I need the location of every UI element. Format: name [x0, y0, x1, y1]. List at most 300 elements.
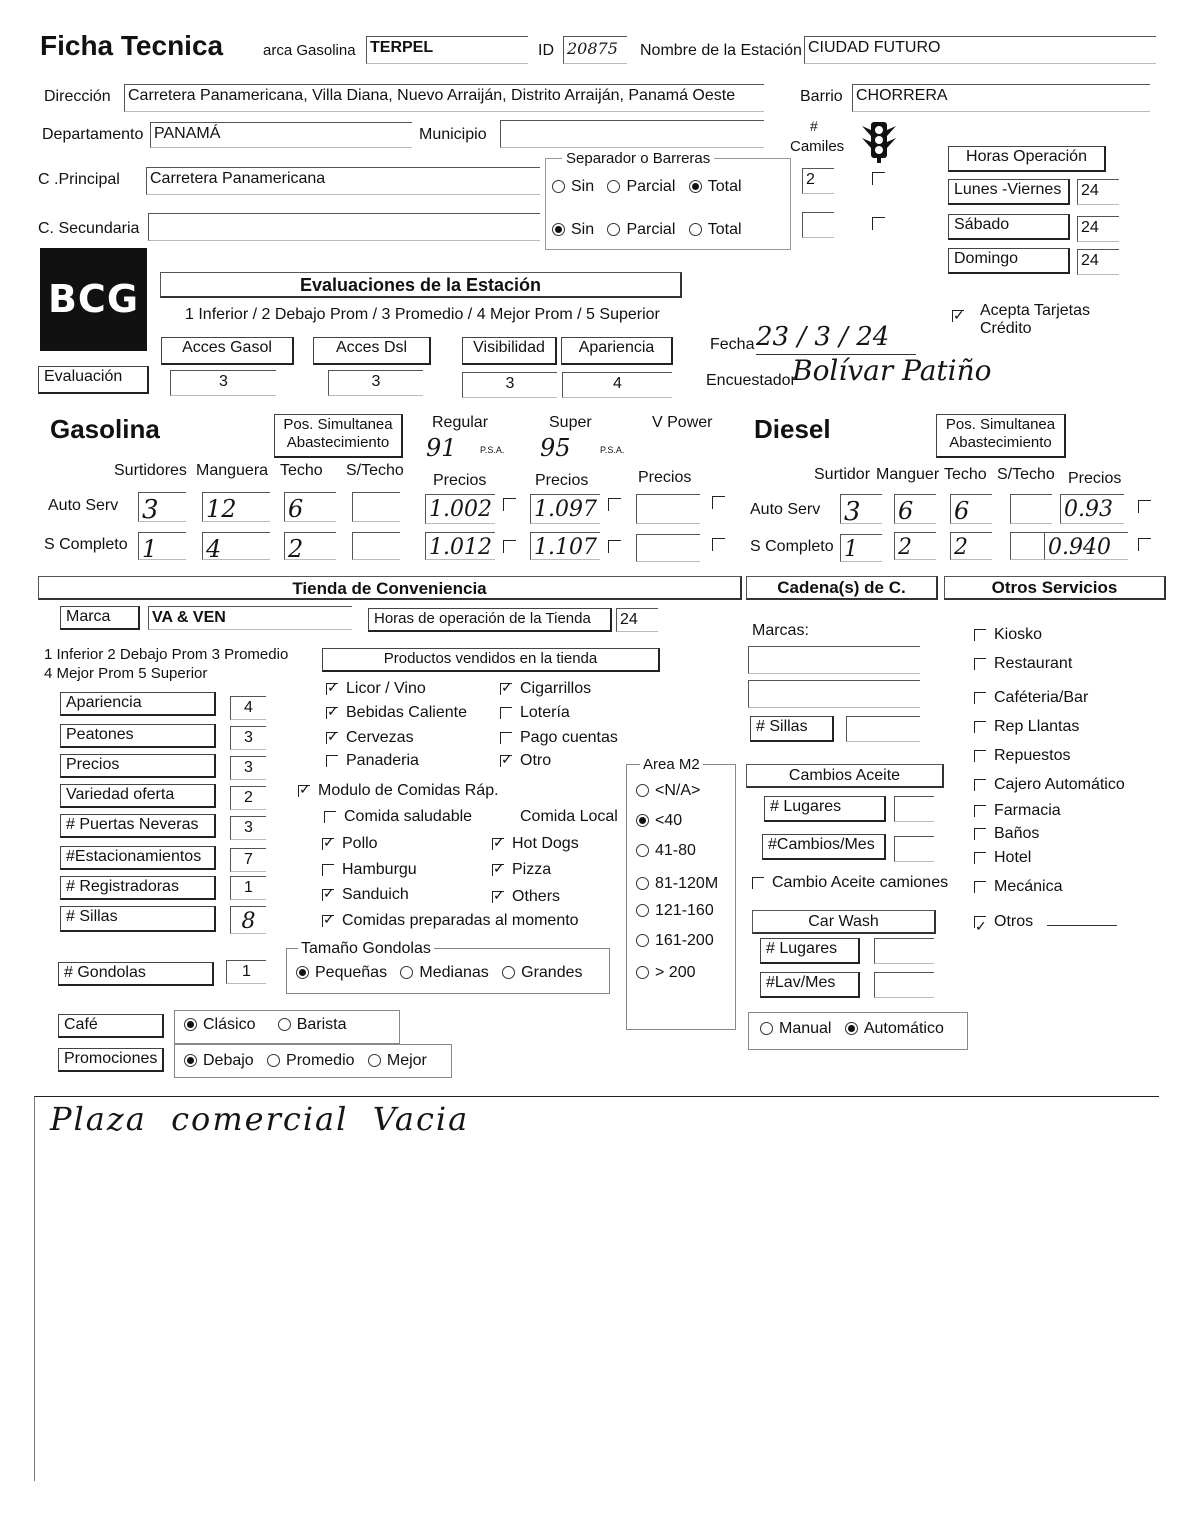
notes-text: Plaza comercial Vacia	[50, 1100, 470, 1138]
area-o2	[636, 812, 682, 830]
mejor-label: Mejor	[386, 1052, 427, 1069]
super-psa: P.S.A.	[600, 445, 625, 455]
t-variedad-field[interactable]: 2	[230, 786, 266, 810]
horas-dom-field[interactable]: 24	[1077, 249, 1119, 275]
gas-auto-surt[interactable]: 3	[138, 492, 186, 522]
cajero-label: Cajero Automático	[994, 776, 1125, 793]
promedio-label: Promedio	[286, 1052, 355, 1069]
sanduich-item	[322, 886, 409, 904]
area-o4-label: 81-120M	[655, 875, 719, 892]
area-o6	[636, 932, 714, 950]
area-o1-radio[interactable]	[636, 784, 649, 797]
carwash-title: Car Wash	[752, 910, 936, 934]
promedio-radio[interactable]	[267, 1054, 280, 1067]
otros-list	[974, 620, 1125, 936]
cw-lugares-field[interactable]	[874, 938, 934, 964]
cigarrillos-label: Cigarrillos	[520, 680, 592, 697]
municipio-field[interactable]	[500, 120, 764, 148]
acces-dsl-label: Acces Dsl	[313, 337, 431, 365]
manual-radio[interactable]	[760, 1022, 773, 1035]
cadena-sillas-field[interactable]	[846, 716, 920, 742]
sep1-sin-label: Sin	[571, 178, 595, 195]
tienda-marca-field[interactable]: VA & VEN	[148, 606, 352, 630]
gas-auto-stecho[interactable]	[352, 492, 400, 522]
horas-title: Horas Operación	[948, 146, 1106, 172]
farmacia-checkbox[interactable]	[974, 805, 986, 817]
separador-label: Separador o Barreras	[562, 150, 714, 167]
pequenas-radio[interactable]	[296, 966, 309, 979]
area-o7-radio[interactable]	[636, 966, 649, 979]
dsl-scomp-label: S Completo	[750, 538, 834, 555]
modulo-checkbox[interactable]	[298, 785, 310, 797]
gas-scomp-reg-check[interactable]	[503, 540, 516, 553]
tienda-scale-2: 4 Mejor Prom 5 Superior	[44, 665, 208, 682]
dsl-auto-mang[interactable]: 6	[894, 494, 936, 524]
horas-sab-field[interactable]: 24	[1077, 216, 1119, 242]
evaluacion-label: Evaluación	[38, 366, 149, 394]
dsl-auto-techo[interactable]: 6	[950, 494, 992, 524]
gas-scomp-vp-price[interactable]	[636, 534, 700, 562]
productos-title: Productos vendidos en la tienda	[322, 648, 660, 672]
area-o3-radio[interactable]	[636, 844, 649, 857]
otros-item-restaurant	[974, 649, 1125, 678]
gas-auto-techo[interactable]: 6	[284, 492, 336, 522]
repuestos-checkbox[interactable]	[974, 750, 986, 762]
cadena-sillas-label: # Sillas	[750, 716, 834, 742]
bcg-logo: BCG	[40, 248, 147, 351]
restaurant-checkbox[interactable]	[974, 658, 986, 670]
cw-lugares-label: # Lugares	[760, 938, 860, 964]
camiones-item	[752, 874, 948, 892]
dsl-scomp-price[interactable]: 0.940	[1044, 532, 1128, 560]
others-label: Others	[512, 888, 561, 905]
area-o1-label: <N/A>	[655, 782, 701, 799]
dsl-techo-label: Techo	[944, 466, 987, 483]
saludable-item	[324, 808, 472, 826]
tienda-title: Tienda de Conveniencia	[38, 576, 742, 600]
pizza-label: Pizza	[512, 861, 552, 878]
gas-techo-label: Techo	[280, 462, 323, 479]
encuestador-label: Encuestador	[706, 372, 796, 389]
pago-checkbox[interactable]	[500, 732, 512, 744]
barrio-label: Barrio	[800, 88, 843, 105]
traffic-light-icon	[860, 120, 898, 164]
marcas-label: Marcas:	[752, 622, 809, 639]
nombre-field[interactable]: CIUDAD FUTURO	[804, 36, 1156, 64]
automatico-radio[interactable]	[845, 1022, 858, 1035]
area-o3-label: 41-80	[655, 842, 696, 859]
lugares-label: # Lugares	[764, 796, 886, 822]
gas-auto-reg-check[interactable]	[503, 498, 516, 511]
llantas-checkbox[interactable]	[974, 721, 986, 733]
licor-checkbox[interactable]	[326, 683, 338, 695]
gas-auto-label: Auto Serv	[48, 497, 119, 514]
horas-lv-label: Lunes -Viernes	[948, 179, 1070, 205]
modulo-item	[298, 782, 499, 800]
tienda-horas-field[interactable]: 24	[616, 608, 658, 632]
cambios-title: Cambios Aceite	[746, 764, 944, 788]
lugares-field[interactable]	[894, 796, 934, 822]
others-checkbox[interactable]	[492, 891, 504, 903]
gas-auto-sup-price[interactable]: 1.097	[530, 494, 600, 524]
area-o4	[636, 875, 718, 893]
gas-auto-reg-price[interactable]: 1.002	[425, 494, 495, 524]
area-o7	[636, 964, 695, 982]
gas-auto-vp-price[interactable]	[636, 494, 700, 524]
area-o5-radio[interactable]	[636, 904, 649, 917]
hamburgu-checkbox[interactable]	[322, 864, 334, 876]
comida-local-label: Comida Local	[520, 808, 618, 825]
tarjetas-row	[952, 302, 1102, 338]
dsl-pos-label: Pos. Simultanea Abastecimiento	[936, 414, 1066, 458]
marcas-field-1[interactable]	[748, 646, 920, 674]
t-apariencia-label: Apariencia	[60, 692, 216, 716]
otros-field[interactable]	[1047, 925, 1117, 926]
dsl-auto-price[interactable]: 0.93	[1060, 494, 1124, 524]
panaderia-label: Panaderia	[346, 752, 419, 769]
pollo-checkbox[interactable]	[322, 838, 334, 850]
hamburgu-label: Hamburgu	[342, 861, 417, 878]
area-group	[626, 764, 736, 1030]
visibilidad-label: Visibilidad	[462, 337, 557, 365]
super-label: Super	[549, 414, 592, 431]
saludable-checkbox[interactable]	[324, 811, 336, 823]
hamburgu-item	[322, 861, 417, 879]
cervezas-item	[326, 729, 414, 747]
area-o2-label: <40	[655, 812, 683, 829]
t-peatones-label: Peatones	[60, 724, 216, 748]
loteria-label: Lotería	[520, 704, 570, 721]
t-sillas-label: # Sillas	[60, 906, 216, 932]
gas-scomp-vp-check[interactable]	[712, 538, 725, 551]
farmacia-label: Farmacia	[994, 802, 1061, 819]
automatico-label: Automático	[863, 1020, 944, 1037]
super-octane: 95	[540, 434, 571, 462]
loteria-item	[500, 704, 570, 722]
cprincipal-field[interactable]: Carretera Panamericana	[146, 167, 540, 195]
sep2-parcial-label: Parcial	[626, 221, 676, 238]
preparadas-label: Comidas preparadas al momento	[342, 912, 579, 929]
hotel-checkbox[interactable]	[974, 852, 986, 864]
precios-reg-label: Precios	[433, 472, 487, 489]
modulo-label: Modulo de Comidas Ráp.	[318, 782, 499, 799]
camiles-checkbox-2[interactable]	[872, 217, 885, 230]
restaurant-label: Restaurant	[994, 655, 1073, 672]
lavmes-field[interactable]	[874, 972, 934, 998]
manual-label: Manual	[779, 1020, 832, 1037]
t-gondolas-field[interactable]: 1	[226, 960, 266, 984]
dsl-scomp-mang[interactable]: 2	[894, 532, 936, 560]
area-o2-radio[interactable]	[636, 814, 649, 827]
csecundaria-label: C. Secundaria	[38, 220, 140, 237]
others-item	[492, 888, 560, 906]
tam-gondolas-label: Tamaño Gondolas	[298, 940, 434, 958]
dsl-surtidor-label: Surtidor	[814, 466, 871, 483]
t-variedad-label: Variedad oferta	[60, 784, 216, 808]
separador-row1	[552, 178, 742, 196]
gasolina-title: Gasolina	[50, 414, 160, 444]
camiles-field-2[interactable]	[802, 212, 834, 238]
gas-auto-mang[interactable]: 12	[202, 492, 270, 522]
visibilidad-field[interactable]: 3	[462, 372, 557, 398]
sanduich-label: Sanduich	[342, 886, 409, 903]
dsl-scomp-surt[interactable]: 1	[840, 534, 882, 562]
surtidores-label: Surtidores	[114, 462, 187, 479]
otros-title: Otros Servicios	[944, 576, 1166, 600]
cambiosmes-label: #Cambios/Mes	[762, 834, 886, 860]
marcas-field-2[interactable]	[748, 680, 920, 708]
camiles-checkbox[interactable]	[872, 172, 885, 185]
licor-item	[326, 680, 426, 698]
horas-lv-field[interactable]: 24	[1077, 179, 1119, 205]
precios-vp-label: Precios	[638, 469, 692, 486]
sep2-parcial-radio[interactable]	[607, 223, 620, 236]
acces-dsl-field[interactable]: 3	[328, 370, 423, 396]
t-estac-field[interactable]: 7	[230, 848, 266, 872]
nombre-label: Nombre de la Estación	[640, 42, 802, 59]
preparadas-item	[322, 912, 579, 930]
area-o5	[636, 902, 714, 920]
gas-scomp-sup-price[interactable]: 1.107	[530, 532, 600, 560]
cigarrillos-item	[500, 680, 591, 698]
dsl-auto-surt[interactable]: 3	[840, 494, 882, 524]
cervezas-checkbox[interactable]	[326, 732, 338, 744]
acces-gasol-field[interactable]: 3	[170, 370, 276, 396]
camiles-label: Camiles	[790, 138, 845, 155]
cafe-options	[184, 1016, 347, 1034]
regular-label: Regular	[432, 414, 489, 431]
grandes-radio[interactable]	[502, 966, 515, 979]
barista-label: Barista	[296, 1016, 347, 1033]
direccion-label: Dirección	[44, 88, 111, 105]
sep2-sin-radio[interactable]	[552, 223, 565, 236]
camiones-label: Cambio Aceite camiones	[772, 874, 949, 891]
dsl-auto-check[interactable]	[1138, 500, 1151, 513]
dsl-scomp-check[interactable]	[1138, 538, 1151, 551]
pequenas-label: Pequeñas	[315, 964, 388, 981]
sep2-sin-label: Sin	[571, 221, 595, 238]
banos-checkbox[interactable]	[974, 828, 986, 840]
regular-octane: 91	[426, 434, 457, 462]
separador-row2	[552, 221, 742, 239]
kiosko-label: Kiosko	[994, 626, 1043, 643]
tienda-horas-label: Horas de operación de la Tienda	[368, 608, 612, 632]
lavmes-label: #Lav/Mes	[760, 972, 860, 998]
gas-scomp-techo[interactable]: 2	[284, 532, 336, 560]
notes-area[interactable]	[34, 1096, 1159, 1481]
cafeteria-checkbox[interactable]	[974, 692, 986, 704]
t-regis-field[interactable]: 1	[230, 876, 266, 900]
cambiosmes-field[interactable]	[894, 836, 934, 862]
otro-checkbox[interactable]	[500, 755, 512, 767]
gas-scomp-sup-check[interactable]	[608, 540, 621, 553]
saludable-label: Comida saludable	[344, 808, 473, 825]
repuestos-label: Repuestos	[994, 747, 1071, 764]
tienda-scale-1: 1 Inferior 2 Debajo Prom 3 Promedio	[44, 646, 289, 663]
otros-checkbox[interactable]	[974, 916, 986, 928]
gas-scomp-stecho[interactable]	[352, 532, 400, 560]
dsl-auto-stecho[interactable]	[1010, 494, 1052, 524]
medianas-radio[interactable]	[400, 966, 413, 979]
tienda-marca-label: Marca	[60, 606, 140, 630]
t-precios-label: Precios	[60, 754, 216, 778]
mecanica-checkbox[interactable]	[974, 881, 986, 893]
cigarrillos-checkbox[interactable]	[500, 683, 512, 695]
t-apariencia-field[interactable]: 4	[230, 696, 266, 720]
area-title: Area M2	[640, 756, 703, 773]
camiles-field[interactable]: 2	[802, 168, 834, 194]
id-field[interactable]	[563, 36, 627, 64]
acces-gasol-label: Acces Gasol	[161, 337, 294, 365]
depto-label: Departamento	[42, 126, 144, 143]
clasico-radio[interactable]	[184, 1018, 197, 1031]
preparadas-checkbox[interactable]	[322, 915, 334, 927]
camiones-checkbox[interactable]	[752, 877, 764, 889]
sep1-total-label: Total	[707, 178, 742, 195]
tarjetas-checkbox[interactable]	[952, 310, 964, 322]
promo-options	[184, 1052, 427, 1070]
t-sillas-field[interactable]: 8	[230, 906, 266, 934]
t-puertas-label: # Puertas Neveras	[60, 814, 216, 838]
tarjetas-label: Acepta Tarjetas Crédito	[980, 302, 1090, 337]
dsl-manguer-label: Manguer	[876, 466, 940, 483]
page-title: Ficha Tecnica	[40, 30, 224, 61]
grandes-label: Grandes	[521, 964, 583, 981]
sep2-total-radio[interactable]	[689, 223, 702, 236]
panaderia-item	[326, 752, 419, 770]
area-o6-label: 161-200	[655, 932, 714, 949]
cprincipal-label: C .Principal	[38, 171, 120, 188]
dsl-scomp-techo[interactable]: 2	[950, 532, 992, 560]
sep1-parcial-radio[interactable]	[607, 180, 620, 193]
gas-auto-sup-check[interactable]	[608, 498, 621, 511]
precios-sup-label: Precios	[535, 472, 589, 489]
cafeteria-label: Caféteria/Bar	[994, 689, 1089, 706]
fecha-label: Fecha	[710, 336, 755, 353]
gas-pos-label: Pos. Simultanea Abastecimiento	[274, 414, 403, 458]
otros-label: Otros	[994, 913, 1034, 930]
sep2-total-label: Total	[707, 221, 742, 238]
otros-item-llantas	[974, 712, 1125, 741]
municipio-label: Municipio	[419, 126, 487, 143]
sep1-total-radio[interactable]	[689, 180, 702, 193]
otro-label: Otro	[520, 752, 552, 769]
barista-radio[interactable]	[278, 1018, 291, 1031]
apariencia-eval-field[interactable]: 4	[562, 372, 672, 398]
regular-psa: P.S.A.	[480, 445, 505, 455]
gas-scomp-surt[interactable]: 1	[138, 532, 186, 560]
area-o6-radio[interactable]	[636, 934, 649, 947]
panaderia-checkbox[interactable]	[326, 755, 338, 767]
hotel-label: Hotel	[994, 849, 1032, 866]
marca-field[interactable]: TERPEL	[366, 36, 528, 64]
gas-scomp-mang[interactable]: 4	[202, 532, 270, 560]
kiosko-checkbox[interactable]	[974, 629, 986, 641]
pago-label: Pago cuentas	[520, 729, 618, 746]
pago-item	[500, 729, 618, 747]
pollo-label: Pollo	[342, 835, 378, 852]
eval-scale: 1 Inferior / 2 Debajo Prom / 3 Promedio / 4 Mejor Prom / 5 Superior	[185, 306, 660, 323]
sanduich-checkbox[interactable]	[322, 889, 334, 901]
hotdogs-label: Hot Dogs	[512, 835, 579, 852]
dsl-precios-label: Precios	[1068, 470, 1122, 487]
otros-item-kiosko	[974, 620, 1125, 649]
t-precios-field[interactable]: 3	[230, 756, 266, 780]
mejor-radio[interactable]	[368, 1054, 381, 1067]
otros-item-otros	[974, 907, 1125, 936]
otros-item-cafeteria	[974, 683, 1125, 712]
pizza-checkbox[interactable]	[492, 864, 504, 876]
direccion-field[interactable]: Carretera Panamericana, Villa Diana, Nuevo Arraiján, Distrito Arraiján, Panamá Oeste	[124, 84, 764, 112]
medianas-label: Medianas	[419, 964, 489, 981]
encuestador-value[interactable]: Bolívar Patiño	[792, 354, 992, 387]
area-o3	[636, 842, 696, 860]
id-label: ID	[538, 42, 554, 59]
fecha-field[interactable]: 23 / 3 / 24	[756, 322, 916, 355]
otros-item-hotel	[974, 843, 1125, 872]
t-gondolas-label: # Gondolas	[58, 962, 214, 986]
banos-label: Baños	[994, 825, 1040, 842]
gas-auto-vp-check[interactable]	[712, 496, 725, 509]
pizza-item	[492, 861, 551, 879]
pollo-item	[322, 835, 378, 853]
manguera-label: Manguera	[196, 462, 269, 479]
gas-stecho-label: S/Techo	[346, 462, 404, 479]
loteria-checkbox[interactable]	[500, 707, 512, 719]
diesel-title: Diesel	[754, 414, 831, 444]
otros-item-cajero	[974, 770, 1125, 799]
apariencia-eval-label: Apariencia	[561, 337, 673, 365]
mecanica-label: Mecánica	[994, 878, 1063, 895]
area-o7-label: > 200	[655, 964, 696, 981]
bebidas-checkbox[interactable]	[326, 707, 338, 719]
horas-dom-label: Domingo	[948, 248, 1070, 274]
csecundaria-field[interactable]	[148, 213, 540, 241]
t-puertas-field[interactable]: 3	[230, 816, 266, 840]
cafe-label: Café	[58, 1014, 164, 1038]
t-regis-label: # Registradoras	[60, 876, 216, 900]
dsl-stecho-label: S/Techo	[997, 466, 1055, 483]
eval-title: Evaluaciones de la Estación	[160, 272, 682, 298]
debajo-label: Debajo	[203, 1052, 254, 1069]
otros-item-repuestos	[974, 741, 1125, 770]
area-o1	[636, 782, 700, 800]
hotdogs-checkbox[interactable]	[492, 838, 504, 850]
otro-item	[500, 752, 551, 770]
camiles-hash: #	[810, 118, 818, 134]
llantas-label: Rep Llantas	[994, 718, 1080, 735]
sep1-parcial-label: Parcial	[626, 178, 676, 195]
hotdogs-item	[492, 835, 579, 853]
barrio-field[interactable]: CHORRERA	[852, 84, 1150, 112]
horas-sab-label: Sábado	[948, 214, 1070, 240]
sep1-sin-radio[interactable]	[552, 180, 565, 193]
bebidas-item	[326, 704, 467, 722]
cajero-checkbox[interactable]	[974, 779, 986, 791]
area-o5-label: 121-160	[655, 902, 714, 919]
carwash-mode-options	[760, 1020, 944, 1038]
area-o4-radio[interactable]	[636, 877, 649, 890]
depto-field[interactable]: PANAMÁ	[150, 122, 412, 148]
t-peatones-field[interactable]: 3	[230, 726, 266, 750]
debajo-radio[interactable]	[184, 1054, 197, 1067]
promociones-label: Promociones	[58, 1048, 164, 1072]
marca-label: arca Gasolina	[263, 42, 356, 59]
gas-scomp-reg-price[interactable]: 1.012	[425, 532, 495, 560]
id-value: 20875	[567, 39, 618, 58]
cervezas-label: Cervezas	[346, 729, 414, 746]
gas-scomp-label: S Completo	[44, 536, 128, 553]
